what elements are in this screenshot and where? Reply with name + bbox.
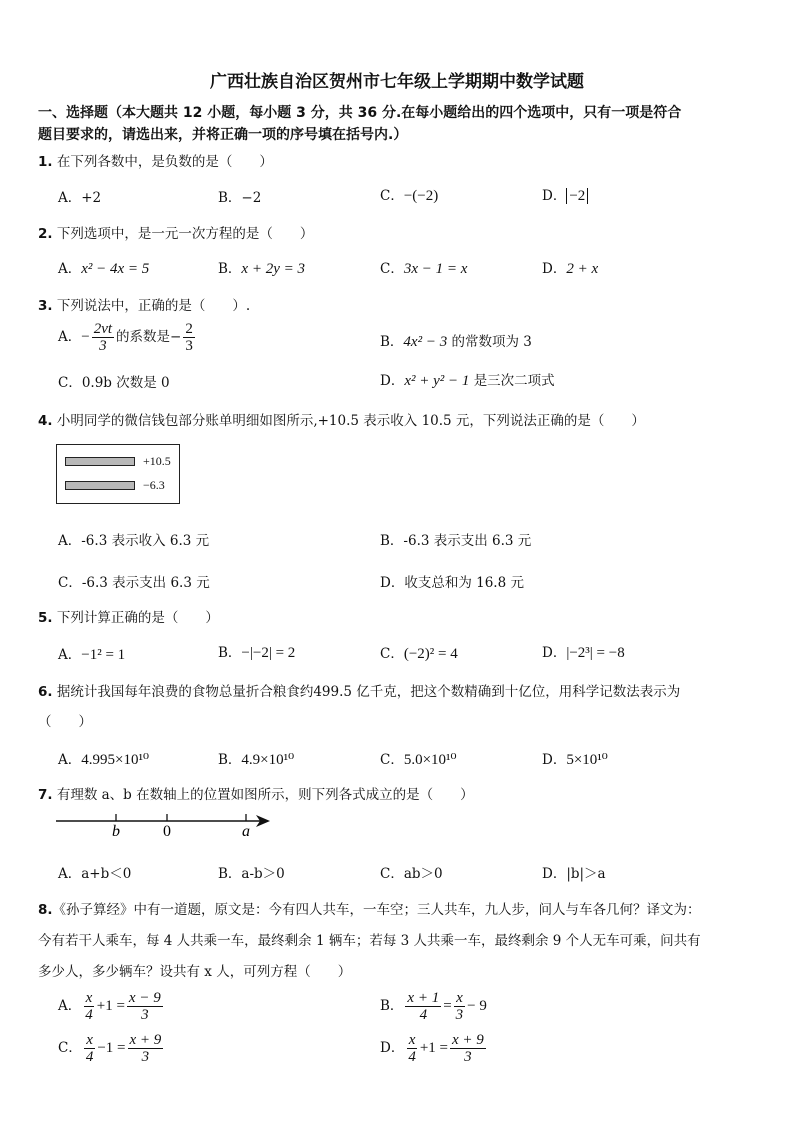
q3-option-c[interactable]: C．0.9b 次数是 0 — [58, 375, 170, 391]
q2-option-b[interactable]: B．x + 2y = 3 — [218, 261, 305, 277]
question-text: 有理数 a、b 在数轴上的位置如图所示，则下列各式成立的是（ ） — [56, 787, 474, 803]
question-8 — [38, 898, 701, 918]
q4-option-c[interactable]: C．-6.3 表示支出 6.3 元 — [58, 575, 210, 591]
q5-option-c[interactable]: C．(−2)² = 4 — [380, 646, 458, 662]
question-4 — [38, 409, 645, 429]
question-number: 3. — [38, 298, 53, 314]
question-number: 6. — [38, 684, 53, 700]
q8-option-a[interactable]: A． $\frac{x}{4}$ +1 = $\frac{x - 9}{3}$ — [58, 990, 161, 1023]
q4-option-b[interactable]: B．-6.3 表示支出 6.3 元 — [380, 533, 532, 549]
expense-value: −6.3 — [143, 478, 165, 492]
question-number: 1. — [38, 154, 53, 170]
q1-option-b[interactable]: B．−2 — [218, 190, 262, 206]
question-number: 5. — [38, 610, 53, 626]
question-number: 8. — [38, 902, 53, 918]
question-6 — [38, 680, 680, 700]
question-text: 下列计算正确的是（ ） — [56, 610, 219, 626]
q3-option-d[interactable]: D．x² + y² − 1 是三次二项式 — [380, 373, 555, 389]
q7-option-c[interactable]: C．ab＞0 — [380, 866, 443, 882]
q3-option-a[interactable]: A．− $\frac{2vt}{3}$ 的系数是− $\frac{2}{3}$ — [58, 321, 193, 354]
q8-option-b[interactable]: B． $\frac{x + 1}{4}$ = $\frac{x}{3}$ − 9 — [380, 990, 487, 1023]
expense-bar — [65, 481, 135, 490]
label-b: b — [112, 823, 120, 840]
q5-option-b[interactable]: B．−|−2| = 2 — [218, 645, 296, 661]
q1-option-d[interactable]: D． −2 — [542, 184, 588, 204]
q6-option-c[interactable]: C．5.0×10¹⁰ — [380, 752, 457, 768]
q2-option-d[interactable]: D．2 + x — [542, 261, 599, 277]
q3-option-b[interactable]: B．4x² − 3 的常数项为 3 — [380, 334, 532, 350]
q8-option-c[interactable]: C． $\frac{x}{4}$ −1 = $\frac{x + 9}{3}$ — [58, 1032, 162, 1065]
number-line-figure — [50, 808, 280, 842]
q2-option-a[interactable]: A．x² − 4x = 5 — [58, 261, 150, 277]
question-1 — [38, 150, 273, 170]
label-a: a — [242, 823, 250, 840]
q6-option-a[interactable]: A．4.995×10¹⁰ — [58, 752, 149, 768]
question-2 — [38, 222, 313, 242]
question-text: 据统计我国每年浪费的食物总量折合粮食约499.5 亿千克，把这个数精确到十亿位，用科学记数法表示为 — [56, 684, 681, 700]
question-number: 7. — [38, 787, 53, 803]
question-6-blank: （ ） — [38, 714, 92, 730]
page-title: 广西壮族自治区贺州市七年级上学期期中数学试题 — [210, 72, 584, 92]
question-text: 在下列各数中，是负数的是（ ） — [56, 154, 273, 170]
question-7 — [38, 783, 474, 803]
question-number: 2. — [38, 226, 53, 242]
question-text: 下列说法中，正确的是（ ）. — [56, 298, 251, 314]
question-8-line2: 今有若干人乘车，每 4 人共乘一车，最终剩余 1 辆车；若每 3 人共乘一车，最终剩余 9 个人无车可乘，问共有 — [38, 933, 701, 949]
question-text: 《孙子算经》中有一道题，原文是：今有四人共车，一车空；三人共车，九人步，问人与车各几何？译文为： — [52, 902, 701, 918]
question-5 — [38, 606, 219, 626]
q7-option-d[interactable]: D．|b|＞a — [542, 866, 606, 882]
question-8-line3: 多少人，多少辆车？设共有 x 人，可列方程（ ） — [38, 964, 352, 980]
q7-option-b[interactable]: B．a-b＞0 — [218, 866, 285, 882]
income-value: +10.5 — [143, 454, 171, 468]
wallet-bill-figure — [56, 444, 180, 504]
question-text: 小明同学的微信钱包部分账单明细如图所示,+10.5 表示收入 10.5 元，下列说法正确的是（ ） — [56, 413, 645, 429]
q4-option-a[interactable]: A．-6.3 表示收入 6.3 元 — [58, 533, 210, 549]
q5-option-a[interactable]: A．−1² = 1 — [58, 647, 126, 663]
q4-option-d[interactable]: D．收支总和为 16.8 元 — [380, 575, 524, 591]
q6-option-d[interactable]: D．5×10¹⁰ — [542, 752, 608, 768]
section-heading-line2: 题目要求的，请选出来，并将正确一项的序号填在括号内.） — [38, 127, 408, 143]
q6-option-b[interactable]: B．4.9×10¹⁰ — [218, 752, 295, 768]
question-text: 下列选项中，是一元一次方程的是（ ） — [56, 226, 314, 242]
q1-option-a[interactable]: A．+2 — [58, 190, 102, 206]
q8-option-d[interactable]: D． $\frac{x}{4}$ +1 = $\frac{x + 9}{3}$ — [380, 1032, 484, 1065]
question-number: 4. — [38, 413, 53, 429]
label-zero: 0 — [163, 823, 171, 840]
q7-option-a[interactable]: A．a+b＜0 — [58, 866, 132, 882]
q5-option-d[interactable]: D．|−2³| = −8 — [542, 645, 625, 661]
q1-option-c[interactable]: C．−(−2) — [380, 188, 439, 204]
question-3 — [38, 294, 250, 314]
section-heading-line1: 一、选择题（本大题共 12 小题，每小题 3 分，共 36 分.在每小题给出的四个选项中，只有一项是符合 — [38, 105, 682, 121]
income-bar — [65, 457, 135, 466]
q2-option-c[interactable]: C．3x − 1 = x — [380, 261, 468, 277]
